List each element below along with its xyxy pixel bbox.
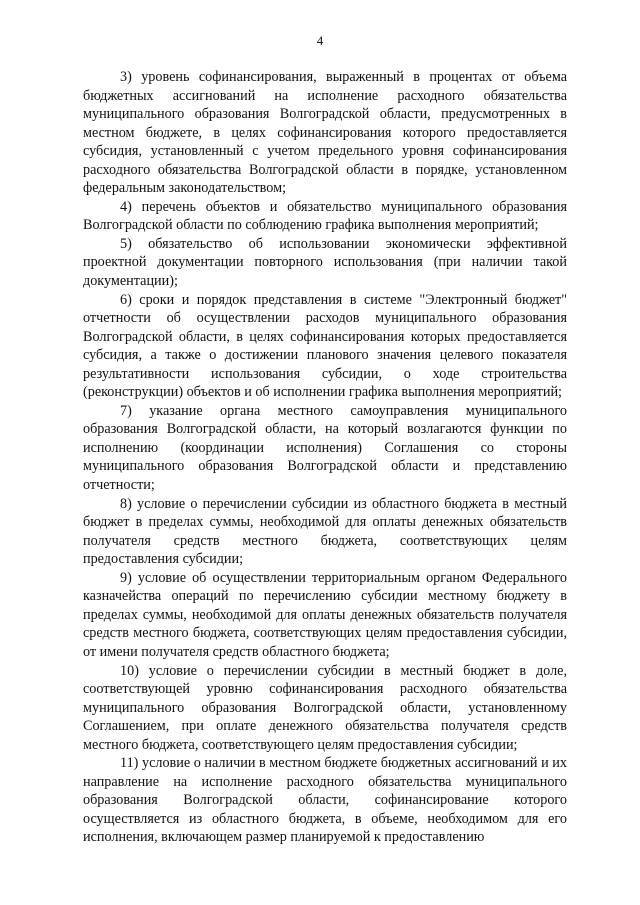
document-body xyxy=(83,68,567,847)
paragraph-item-11: 11) условие о наличии в местном бюджете бюджетных ассигнований и их направление на исполнение расходного обязательства муниципального образования Волгоградской области, софинансирование которого осуществляется из областного бюджета, в объеме, необходимом для его исполнения, включающем размер планируемой к предоставлению xyxy=(83,755,567,846)
paragraph-item-6: 6) сроки и порядок представления в системе "Электронный бюджет" отчетности об осуществлении расходов муниципального образования Волгоградской области, в целях софинансирования которых предоставляется субсидия, а также о достижении планового значения целевого показателя результативности использования субсидии, о ходе строительства (реконструкции) объектов и об исполнении графика выполнения мероприятий; xyxy=(83,291,567,401)
page-number: 4 xyxy=(316,33,324,48)
paragraph-item-5: 5) обязательство об использовании экономически эффективной проектной документации повторного использования (при наличии такой документации); xyxy=(83,235,567,290)
paragraph-item-7: 7) указание органа местного самоуправления муниципального образования Волгоградской области, на который возлагаются функции по исполнению (координации исполнения) Соглашения со стороны муниципального образования Волгоградской области и представлению отчетности; xyxy=(83,402,567,494)
paragraph-item-10: 10) условие о перечислении субсидии в местный бюджет в доле, соответствующей уровню софинансирования расходного обязательства муниципального образования Волгоградской области, установленному Соглашением, при оплате денежного обязательства получателя средств местного бюджета, соответствующего целям предоставления субсидии; xyxy=(83,662,567,753)
paragraph-item-8: 8) условие о перечислении субсидии из областного бюджета в местный бюджет в пределах суммы, необходимой для оплаты денежных обязательств получателя средств местного бюджета, соответствующих целям предоставления субсидии; xyxy=(83,495,567,568)
paragraph-item-9: 9) условие об осуществлении территориальным органом Федерального казначейства операций по перечислению субсидии местному бюджету в пределах суммы, необходимой для оплаты денежных обязательств получателя средств местного бюджета, соответствующих целям предоставления субсидии, от имени получателя средств областного бюджета; xyxy=(83,569,567,660)
paragraph-item-4: 4) перечень объектов и обязательство муниципального образования Волгоградской области по соблюдению графика выполнения мероприятий; xyxy=(83,198,567,234)
paragraph-item-3: 3) уровень софинансирования, выраженный в процентах от объема бюджетных ассигнований на исполнение расходного обязательства муниципального образования Волгоградской области, предусмотренных в местном бюджете, в целях софинансирования которого предоставляется субсидия, установленный с учетом предельного уровня софинансирования расходного обязательства Волгоградской области в порядке, установленном федеральным законодательством; xyxy=(83,69,567,197)
